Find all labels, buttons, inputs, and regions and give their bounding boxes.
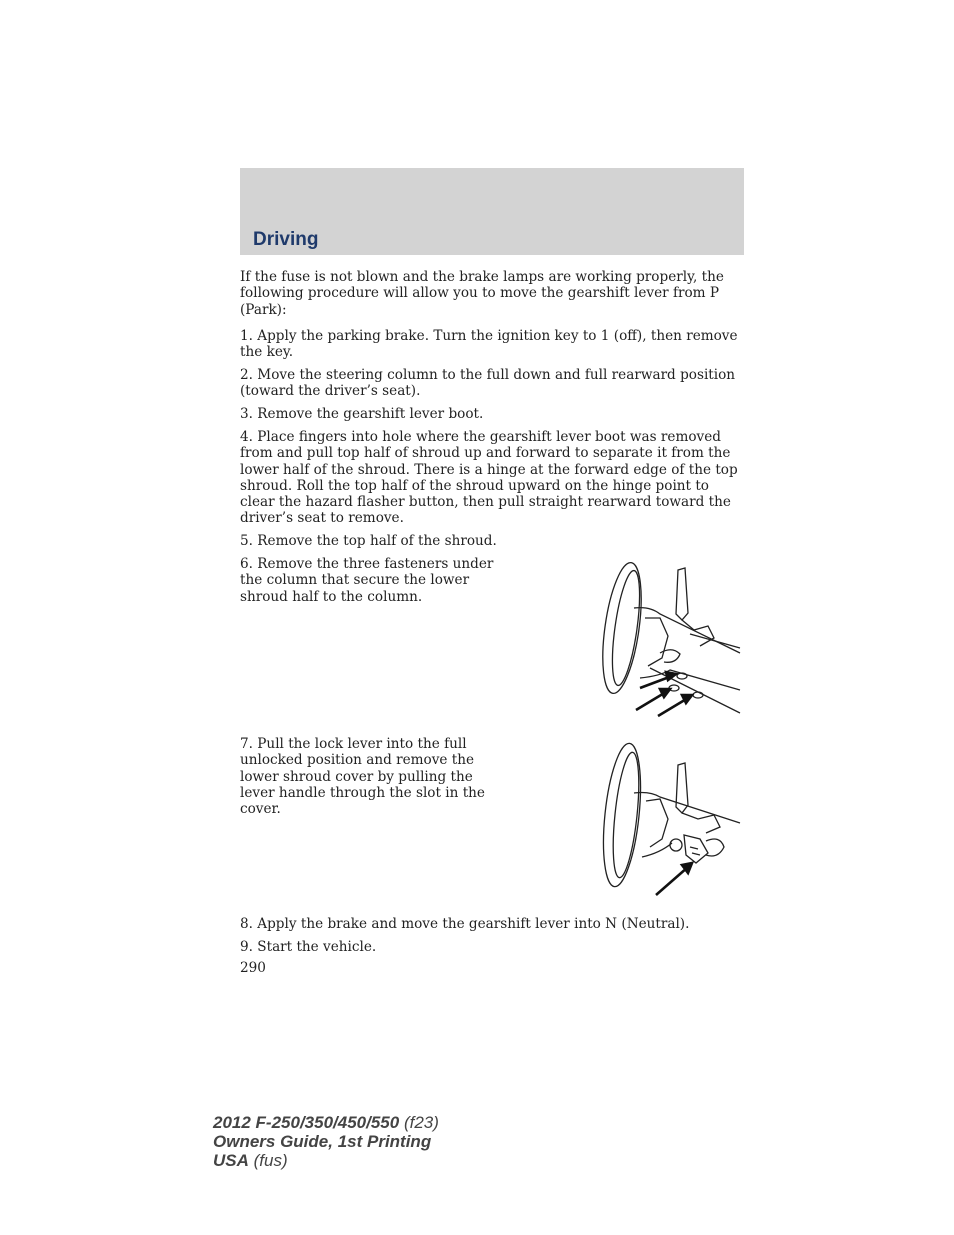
step-7: 7. Pull the lock lever into the full unlocked position and remove the lower shroud cover by pulling the lever handle through the slot in the cover. <box>240 736 485 818</box>
step-8: 8. Apply the brake and move the gearshift lever into N (Neutral). <box>240 916 690 932</box>
steering-column-fasteners-illustration <box>590 558 750 720</box>
document-footer <box>213 1113 439 1170</box>
step-6: 6. Remove the three fasteners under the column that secure the lower shroud half to the column. <box>240 556 494 605</box>
step-9: 9. Start the vehicle. <box>240 939 377 955</box>
page-number: 290 <box>240 960 266 976</box>
section-title: Driving <box>253 229 319 250</box>
step-1: 1. Apply the parking brake. Turn the ignition key to 1 (off), then remove the key. <box>240 328 738 361</box>
step-5: 5. Remove the top half of the shroud. <box>240 533 497 549</box>
footer-line-3: USA (fus) <box>213 1151 288 1170</box>
section-header <box>240 168 744 255</box>
footer-line-1: 2012 F-250/350/450/550 (f23) <box>213 1113 439 1132</box>
lock-lever-illustration <box>590 735 750 897</box>
step-3: 3. Remove the gearshift lever boot. <box>240 406 484 422</box>
step-4: 4. Place fingers into hole where the gearshift lever boot was removed from and pull top half of shroud up and forward to separate it from the lower half of the shroud. There is a hinge at the forward edge of the top shroud. Roll the top half of the shroud upward on the hinge point to clear the hazard flasher button, then pull straight rearward toward the driver’s seat to remove. <box>240 429 738 527</box>
intro-paragraph: If the fuse is not blown and the brake lamps are working properly, the following procedure will allow you to move the gearshift lever from P (Park): <box>240 269 724 318</box>
step-2: 2. Move the steering column to the full down and full rearward position (toward the driver’s seat). <box>240 367 736 400</box>
footer-line-2: Owners Guide, 1st Printing <box>213 1132 432 1151</box>
